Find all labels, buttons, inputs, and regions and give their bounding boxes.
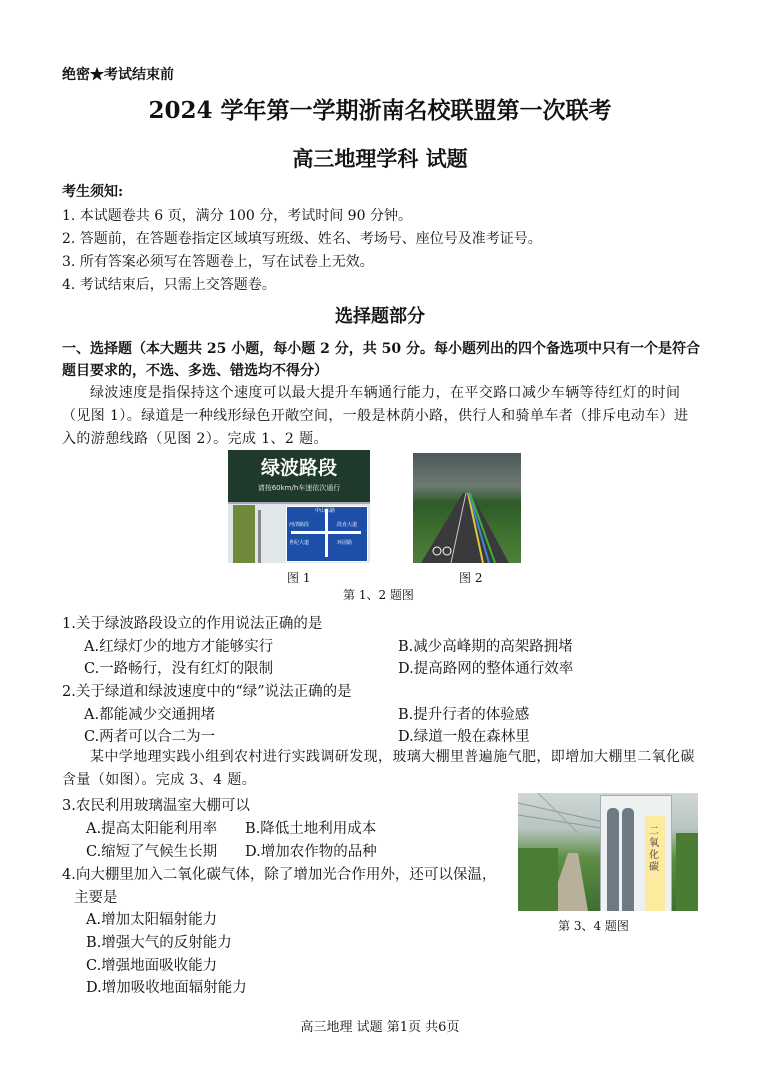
q1-option-b: B.减少高峰期的高架路拥堵 [398,639,573,655]
question-4-stem-cont: 主要是 [74,890,118,906]
figures-1-2-caption: 第 1、2 题图 [343,588,414,602]
question-3-stem: 3.农民利用玻璃温室大棚可以 [62,798,250,814]
question-2-stem: 2.关于绿道和绿波速度中的“绿”说法正确的是 [62,684,352,700]
cabinet-door [645,816,665,911]
figure-1-photo [228,450,370,563]
section-instructions: 一、选择题（本大题共 25 小题，每小题 2 分，共 50 分。每小题列出的四个备选项中只有一个是符合题目要求的，不选、多选、错选均不得分） [62,341,700,379]
q3-option-d: D.增加农作物的品种 [245,844,377,860]
q4-option-a: A.增加太阳辐射能力 [86,912,218,928]
secret-mark: 绝密★考试结束前 [62,67,174,83]
exam-subtitle: 高三地理学科 试题 [292,146,468,171]
road-label: 段直大道 [337,522,358,528]
q1-option-c: C.一路畅行，没有红灯的限制 [84,661,274,677]
notice-heading: 考生须知: [62,184,124,200]
question-1-stem: 1.关于绿波路段设立的作用说法正确的是 [62,616,323,632]
q4-option-d: D.增加吸收地面辐射能力 [86,980,247,996]
passage-2: 某中学地理实践小组到农村进行实践调研发现，玻璃大棚里普遍施气肥，即增加大棚里二氧化碳含量（如图）。完成 3、4 题。 [62,749,695,788]
gas-cylinder [622,808,634,911]
co2-label: 二氧化碳 [649,826,659,873]
q2-option-a: A.都能减少交通拥堵 [84,707,216,723]
section-title: 选择题部分 [335,306,425,327]
sign-title: 绿波路段 [260,457,337,479]
road-label: 世纪大道 [289,540,310,546]
road-label: 环园路 [337,540,353,546]
q3-option-b: B.降低土地利用成本 [245,821,377,837]
exam-title: 2024 学年第一学期浙南名校联盟第一次联考 [148,97,612,124]
notice-item: 1. 本试题卷共 6 页，满分 100 分，考试时间 90 分钟。 [62,208,412,224]
road-arrow-horizontal [291,531,361,534]
gas-cylinder [607,808,619,911]
q2-option-d: D.绿道一般在森林里 [398,729,530,745]
passage-1: 绿波速度是指保持这个速度可以最大提升车辆通行能力，在平交路口减少车辆等待红灯的时间（见图 1）。绿道是一种线形绿色开敞空间，一般是林荫小路，供行人和骑单车者（排斥电动车）进入的游憩线路（见图 2）。完成 1、2 题。 [62,385,689,447]
sign-pole [258,510,261,563]
greenway-road [413,453,521,563]
plants-right [676,833,698,911]
road-label: 河清路段 [289,522,310,528]
sign-subtitle: 请按60km/h车速依次通行 [257,484,341,492]
question-4-stem: 4.向大棚里加入二氧化碳气体，除了增加光合作用外，还可以保温， [62,867,497,883]
tree-foliage [233,505,255,563]
q1-option-a: A.红绿灯少的地方才能够实行 [84,639,274,655]
figure-3-photo [518,793,698,911]
notice-item: 3. 所有答案必须写在答题卷上，写在试卷上无效。 [62,254,374,270]
road-sign [286,506,368,562]
notice-item: 2. 答题前，在答题卷指定区域填写班级、姓名、考场号、座位号及准考证号。 [62,231,542,247]
figure-2-caption: 图 2 [459,571,483,585]
q3-option-c: C.缩短了气候生长期 [86,844,218,860]
q1-option-d: D.提高路网的整体通行效率 [398,661,574,677]
notice-item: 4. 考试结束后，只需上交答题卷。 [62,277,276,293]
q4-option-b: B.增强大气的反射能力 [86,935,232,951]
q2-option-b: B.提升行者的体验感 [398,707,530,723]
figure-2-photo [413,453,521,563]
figure-1-caption: 图 1 [287,571,311,585]
road-label: 中山东路 [315,508,336,514]
q3-option-a: A.提高太阳能利用率 [86,821,218,837]
q4-option-c: C.增强地面吸收能力 [86,958,218,974]
page-footer: 高三地理 试题 第1页 共6页 [300,1020,460,1035]
figure-3-caption: 第 3、4 题图 [558,919,629,933]
q2-option-c: C.两者可以合二为一 [84,729,216,745]
gas-cabinet [600,795,672,911]
